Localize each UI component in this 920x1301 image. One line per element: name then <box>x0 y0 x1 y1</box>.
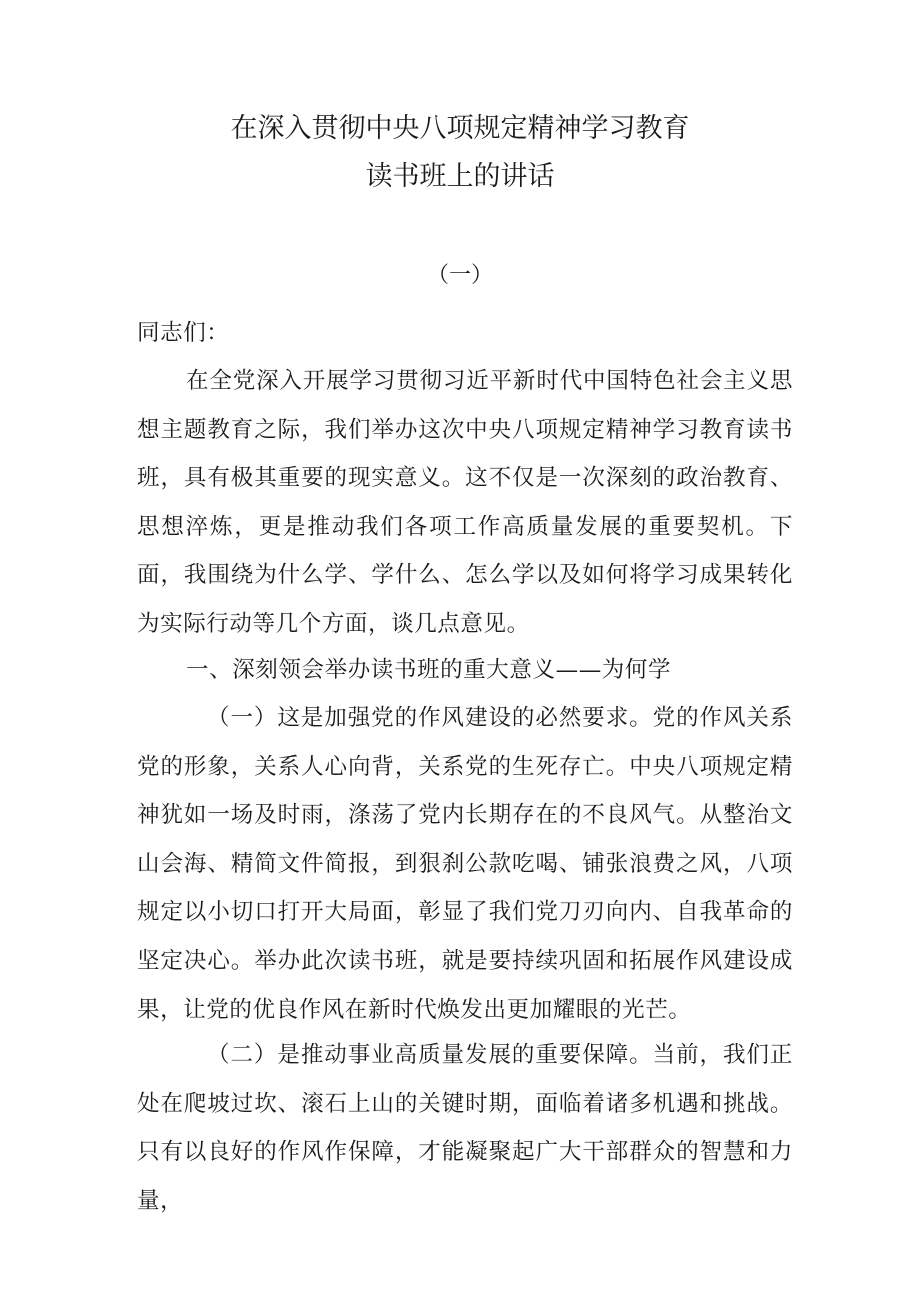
greeting: 同志们： <box>137 320 230 346</box>
section-number: （一） <box>426 263 493 288</box>
paragraph-point-2: （二）是推动事业高质量发展的重要保障。当前，我们正处在爬坡过坎、滚石上山的关键时期，面临着诸多机遇和挑战。只有以良好的作风作保障，才能凝聚起广大干部群众的智慧和力量， <box>137 1042 793 1214</box>
document-title-line-1: 在深入贯彻中央八项规定精神学习教育 <box>230 113 690 144</box>
document-title-line-2: 读书班上的讲话 <box>365 161 555 192</box>
paragraph-point-1: （一）这是加强党的作风建设的必然要求。党的作风关系党的形象，关系人心向背，关系党的生死存亡。中央八项规定精神犹如一场及时雨，涤荡了党内长期存在的不良风气。从整治文山会海、精简文件简报，到狠刹公款吃喝、铺张浪费之风，八项规定以小切口打开大局面，彰显了我们党刀刃向内、自我革命的坚定决心。举办此次读书班，就是要持续巩固和拓展作风建设成果，让党的优良作风在新时代焕发出更加耀眼的光芒。 <box>137 705 793 1023</box>
section-heading-1: 一、深刻领会举办读书班的重大意义——为何学 <box>186 657 672 683</box>
paragraph-intro: 在全党深入开展学习贯彻习近平新时代中国特色社会主义思想主题教育之际，我们举办这次中央八项规定精神学习教育读书班，具有极其重要的现实意义。这不仅是一次深刻的政治教育、思想淬炼，更是推动我们各项工作高质量发展的重要契机。下面，我围绕为什么学、学什么、怎么学以及如何将学习成果转化为实际行动等几个方面，谈几点意见。 <box>137 368 793 637</box>
